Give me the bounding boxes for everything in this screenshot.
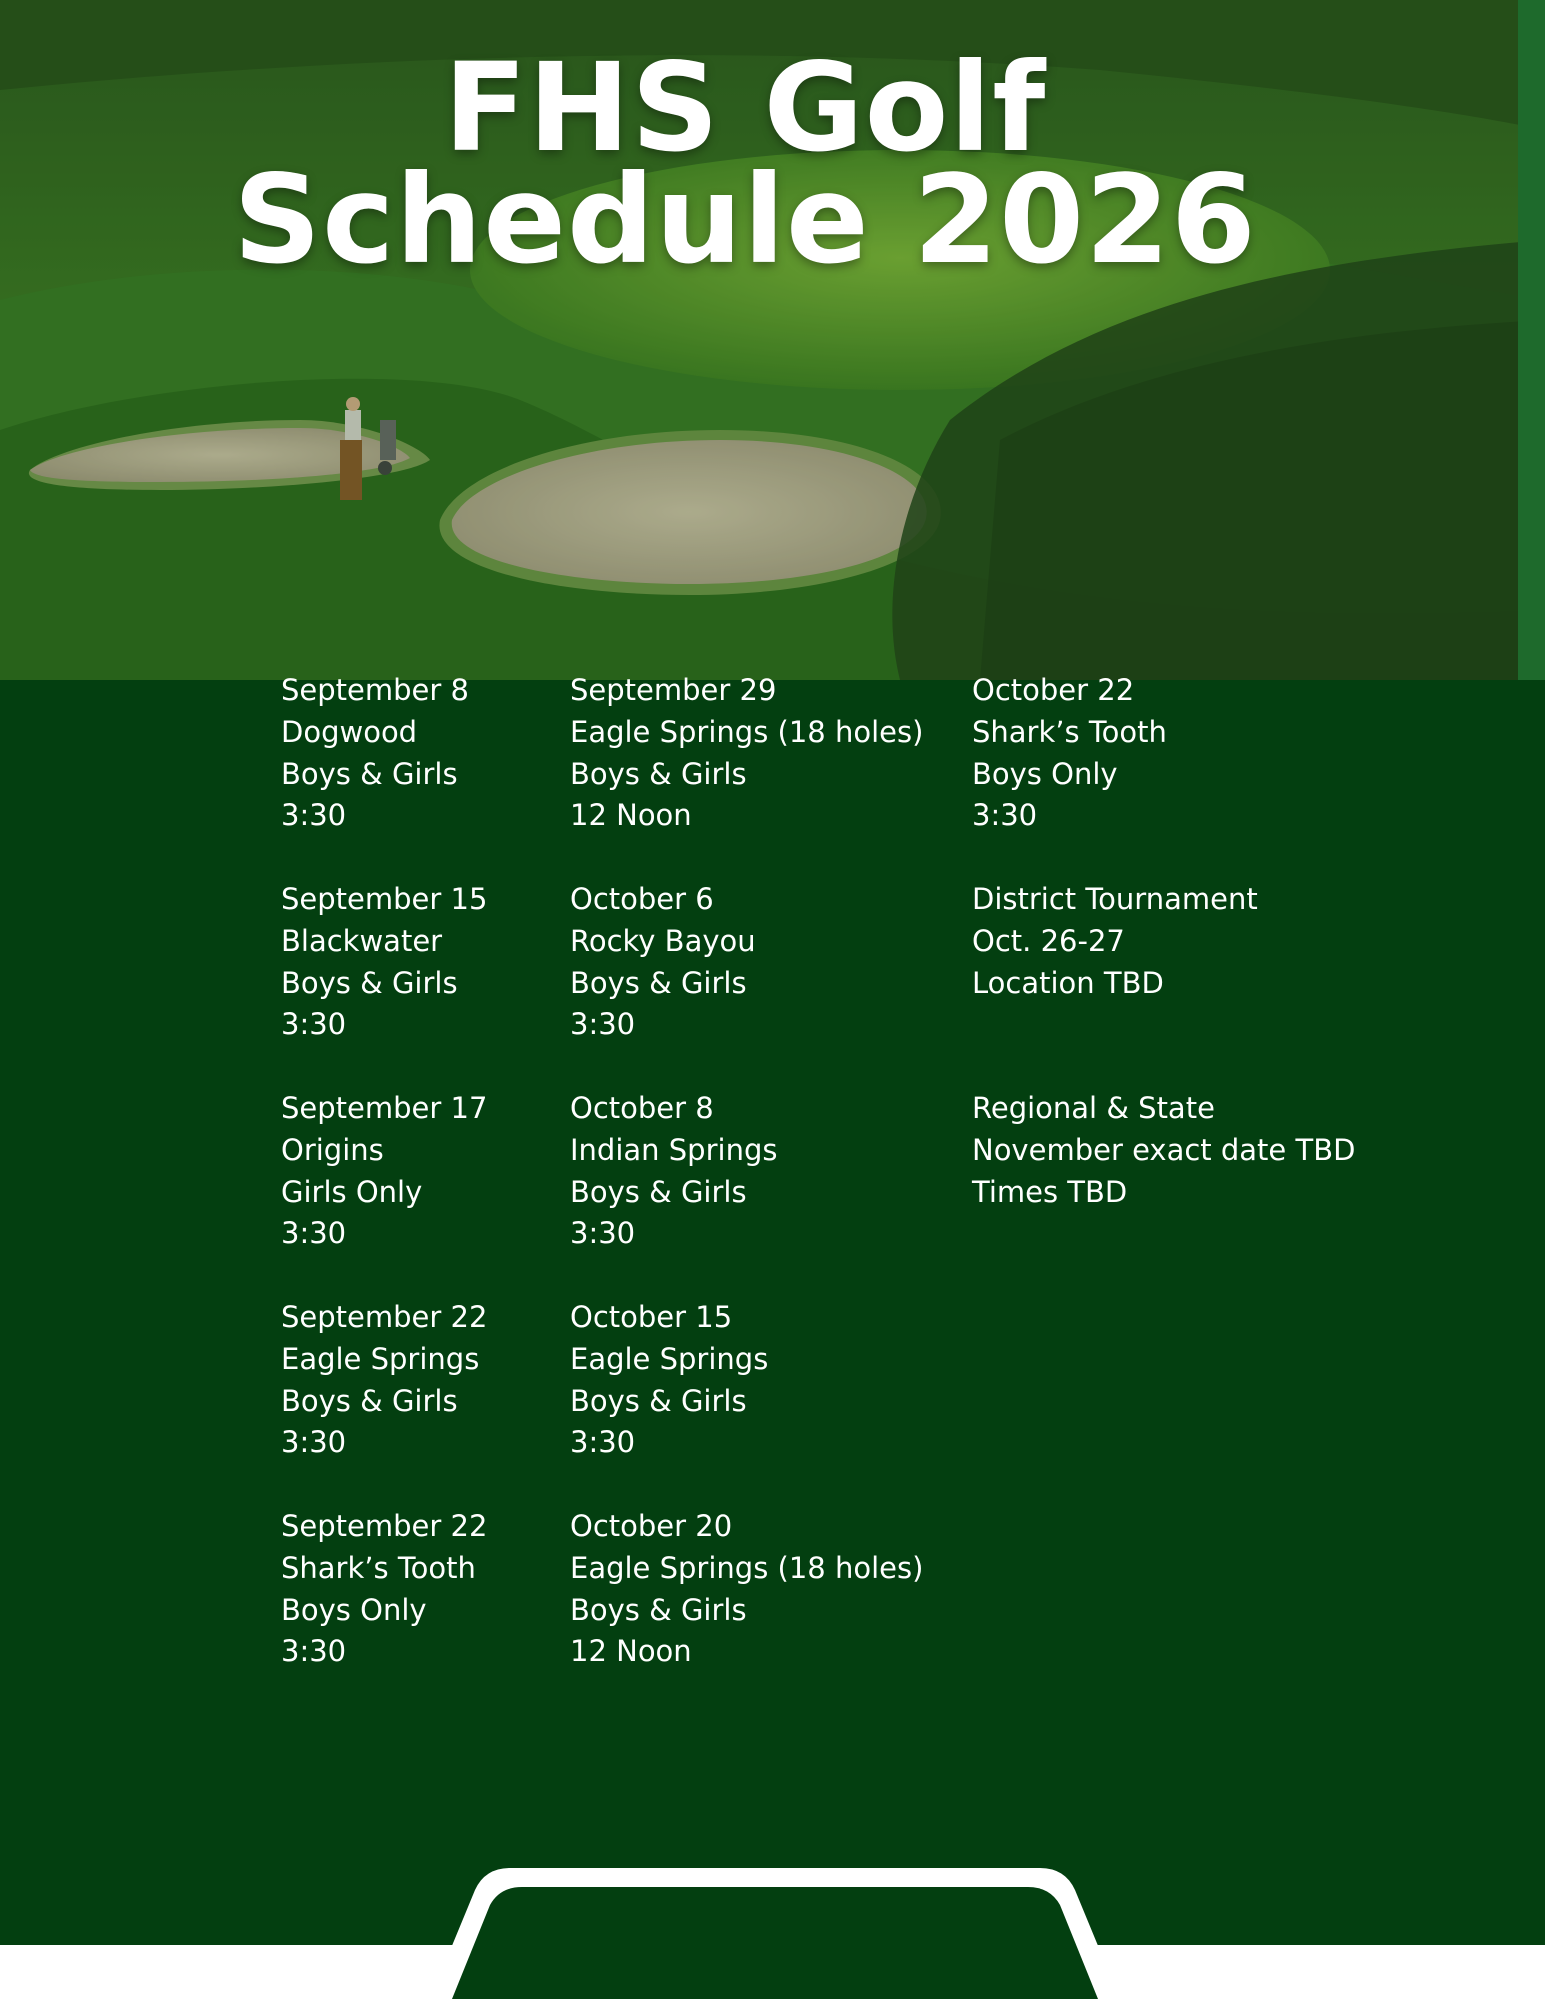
event-teams: Girls Only <box>281 1174 423 1209</box>
event-heading: Regional & State <box>972 1091 1215 1125</box>
event-date: October 8 <box>570 1091 714 1125</box>
event-teams: Boys & Girls <box>281 756 458 791</box>
event-teams: Boys Only <box>281 1592 427 1627</box>
event-time: 3:30 <box>281 798 347 833</box>
schedule-event <box>570 670 923 879</box>
schedule-event <box>570 1506 923 1715</box>
event-date: September 22 <box>281 1300 488 1334</box>
event-time: 3:30 <box>281 1216 347 1251</box>
schedule-event <box>281 1506 487 1715</box>
event-location: Dogwood <box>281 714 418 749</box>
event-time: 3:30 <box>570 1425 636 1460</box>
schedule-event <box>281 1088 487 1297</box>
schedule-event <box>281 879 487 1088</box>
event-date: September 29 <box>570 673 777 707</box>
event-location: Eagle Springs <box>281 1341 480 1376</box>
event-teams: Boys & Girls <box>570 756 747 791</box>
event-location: Shark’s Tooth <box>281 1550 476 1585</box>
event-date: October 22 <box>972 673 1135 707</box>
event-time: 3:30 <box>972 798 1038 833</box>
title-line-1: FHS Golf <box>443 37 1047 179</box>
event-dates: November exact date TBD <box>972 1132 1356 1167</box>
schedule-column-3 <box>972 670 1355 1297</box>
event-date: September 15 <box>281 882 488 916</box>
title-line-2: Schedule 2026 <box>233 149 1257 291</box>
event-teams: Boys & Girls <box>570 965 747 1000</box>
event-dates: Oct. 26-27 <box>972 923 1125 958</box>
event-date: October 20 <box>570 1509 733 1543</box>
event-location: Location TBD <box>972 965 1164 1000</box>
event-heading: District Tournament <box>972 882 1258 916</box>
event-teams: Boys & Girls <box>570 1174 747 1209</box>
event-time: 3:30 <box>570 1007 636 1042</box>
event-times: Times TBD <box>972 1174 1128 1209</box>
event-date: September 8 <box>281 673 469 707</box>
schedule-event <box>972 670 1355 879</box>
event-time: 3:30 <box>281 1425 347 1460</box>
event-teams: Boys & Girls <box>281 1383 458 1418</box>
schedule-column-1 <box>281 670 487 1715</box>
event-location: Shark’s Tooth <box>972 714 1167 749</box>
schedule-event <box>281 670 487 879</box>
schedule-event <box>570 879 923 1088</box>
schedule-event <box>972 1088 1355 1297</box>
event-teams: Boys Only <box>972 756 1118 791</box>
schedule-column-2 <box>570 670 923 1715</box>
schedule-event <box>570 1088 923 1297</box>
accent-strip <box>1518 0 1545 680</box>
bottom-tab-decoration <box>0 1850 1545 1999</box>
schedule-event <box>281 1297 487 1506</box>
event-location: Origins <box>281 1132 384 1167</box>
event-location: Eagle Springs (18 holes) <box>570 714 924 749</box>
schedule-event <box>972 879 1355 1088</box>
event-date: October 6 <box>570 882 714 916</box>
event-date: October 15 <box>570 1300 733 1334</box>
page-title <box>0 37 1490 291</box>
event-date: September 17 <box>281 1091 488 1125</box>
schedule-event <box>570 1297 923 1506</box>
event-teams: Boys & Girls <box>570 1383 747 1418</box>
event-location: Indian Springs <box>570 1132 778 1167</box>
event-teams: Boys & Girls <box>281 965 458 1000</box>
event-date: September 22 <box>281 1509 488 1543</box>
event-location: Eagle Springs (18 holes) <box>570 1550 924 1585</box>
event-teams: Boys & Girls <box>570 1592 747 1627</box>
event-location: Eagle Springs <box>570 1341 769 1376</box>
event-time: 12 Noon <box>570 1634 692 1669</box>
event-time: 3:30 <box>570 1216 636 1251</box>
event-location: Blackwater <box>281 923 443 958</box>
event-time: 12 Noon <box>570 798 692 833</box>
event-location: Rocky Bayou <box>570 923 756 958</box>
event-time: 3:30 <box>281 1634 347 1669</box>
event-time: 3:30 <box>281 1007 347 1042</box>
